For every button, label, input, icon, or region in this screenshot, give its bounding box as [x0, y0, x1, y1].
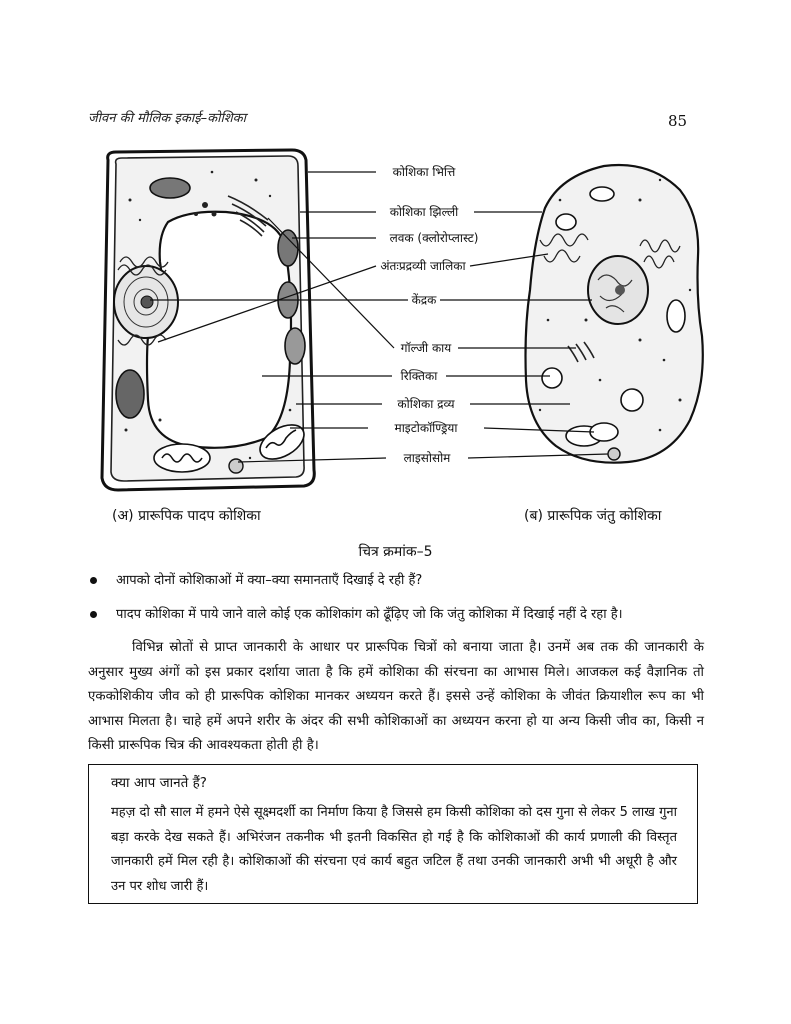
- animal-lysosome: [608, 448, 620, 460]
- label-cell-membrane: कोशिका झिल्ली: [389, 205, 459, 219]
- plant-lysosome: [229, 459, 243, 473]
- question-list: [88, 572, 708, 640]
- label-nucleus: केंद्रक: [411, 293, 437, 307]
- animal-nucleus: [588, 256, 648, 324]
- bullet-icon: [90, 611, 97, 618]
- label-golgi-body: गॉल्जी काय: [400, 341, 452, 355]
- figure-labels: [380, 165, 478, 465]
- label-vacuole: रिक्तिका: [400, 369, 438, 383]
- question-text: पादप कोशिका में पाये जाने वाले कोई एक कोशिकांग को ढूँढ़िए जो कि जंतु कोशिका में दिखाई नहीं दे रहा है।: [116, 607, 623, 622]
- did-you-know-title: क्या आप जानते हैं?: [111, 775, 207, 791]
- running-header: जीवन की मौलिक इकाई–कोशिका: [88, 111, 247, 126]
- question-item: [88, 572, 708, 590]
- label-cytoplasm: कोशिका द्रव्य: [397, 397, 455, 411]
- plant-vacuole: [147, 212, 291, 448]
- animal-cell: [526, 165, 703, 463]
- did-you-know-text: महज़ दो सौ साल में हमने ऐसे सूक्ष्मदर्शी का निर्माण किया है जिससे हम किसी कोशिका को दस गुना से लेकर 5 लाख गुना बड़ा करके देख सकते हैं। अभिरंजन तकनीक भी इतनी विकसित हो गई है कि कोशिकाओं की कार्य प्रणाली की विस्तृत जानकारी हमें मिल रही है। कोशिकाओं की संरचना एवं कार्य बहुत जटिल हैं तथा उनकी जानकारी अभी भी अधूरी है और उन पर शोध जारी हैं।: [111, 805, 677, 894]
- label-mitochondria: माइटोकॉण्ड्रिया: [394, 421, 458, 435]
- plant-nucleus: [114, 266, 178, 338]
- label-endoplasmic-reticulum: अंतःप्रद्रव्यी जालिका: [380, 259, 466, 273]
- label-chloroplast: लवक (क्लोरोप्लास्ट): [389, 231, 479, 245]
- plant-cell: [102, 150, 314, 490]
- page-number: 85: [668, 112, 688, 130]
- bullet-icon: [90, 577, 97, 584]
- question-item: [88, 606, 708, 624]
- figure-number: चित्र क्रमांक–5: [358, 544, 433, 560]
- label-cell-wall: कोशिका भित्ति: [392, 165, 456, 179]
- caption-plant-cell: (अ) प्रारूपिक पादप कोशिका: [112, 508, 261, 524]
- body-paragraph: विभिन्न स्रोतों से प्राप्त जानकारी के आधार पर प्रारूपिक चित्रों को बनाया जाता है। उनमें अब तक की जानकारी के अनुसार मुख्य अंगों को इस प्रकार दर्शाया जाता है कि हमें कोशिका की संरचना का आभास मिले। आजकल कई वैज्ञानिक तो एककोशिकीय जीव को ही प्रारूपिक कोशिका मानकर अध्ययन करते हैं। इससे उन्हें कोशिका के जीवंत क्रियाशील रूप का भी आभास मिलता है। चाहे हमें अपने शरीर के अंदर की सभी कोशिकाओं का अध्ययन करना हो या अन्य किसी जीव का, किसी न किसी प्रारूपिक चित्र की आवश्यकता होती ही है।: [88, 640, 704, 753]
- label-lysosome: लाइसोसोम: [403, 451, 451, 465]
- question-text: आपको दोनों कोशिकाओं में क्या–क्या समानताएँ दिखाई दे रही हैं?: [116, 573, 423, 588]
- caption-animal-cell: (ब) प्रारूपिक जंतु कोशिका: [524, 508, 662, 524]
- did-you-know-box: [88, 764, 698, 904]
